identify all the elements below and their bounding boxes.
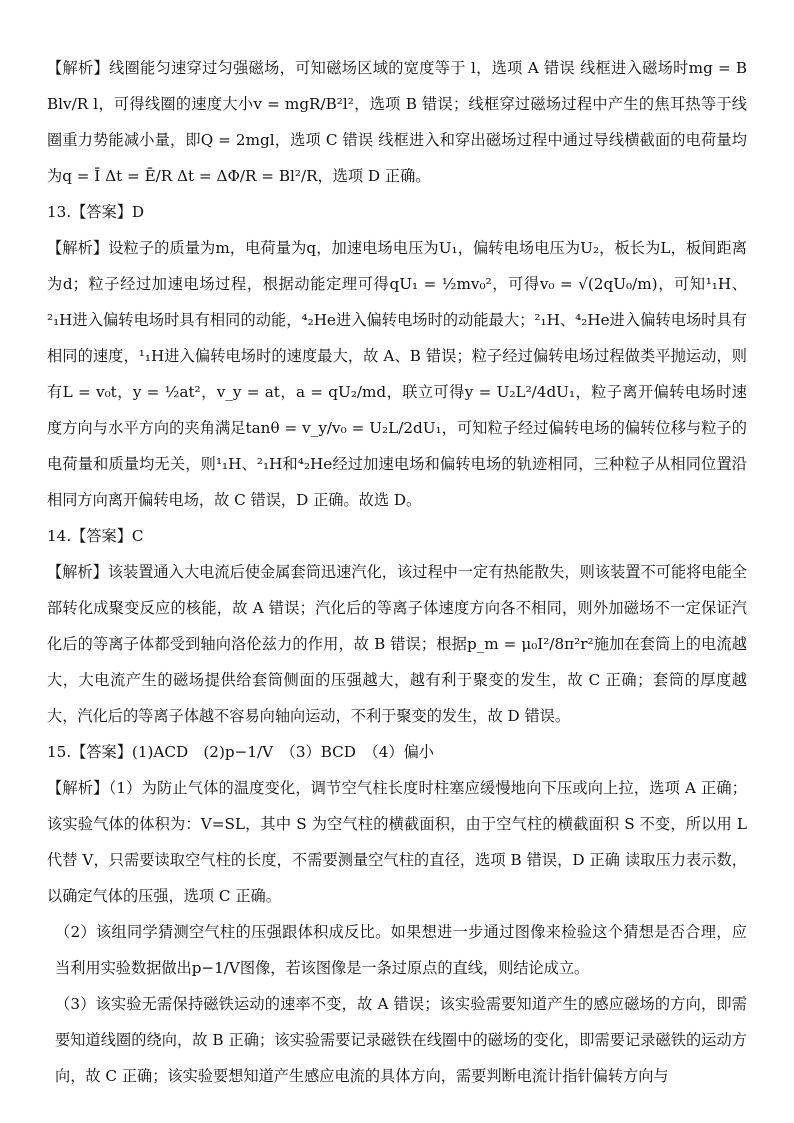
paragraph-analysis-13: 【解析】设粒子的质量为m，电荷量为q，加速电场电压为U₁，偏转电场电压为U₂，板长为L，板间距离为d；粒子经过加速电场过程，根据动能定理可得qU₁ = ½mv₀²，可得v₀ = √(2qU₀/m)，可知¹₁H、²₁H进入偏转电场时具有相同的动能，⁴₂He进入偏转电场时的动能最大；²₁H、⁴₂He进入偏转电场时具有相同的速度，¹₁H进入偏转电场时的速度最大，故 A、B 错误；粒子经过偏转电场过程做类平抛运动，则有L = v₀t，y = ½at²，v_y = at，a = qU₂/md，联立可得y = U₂L²/4dU₁，粒子离开偏转电场时速度方向与水平方向的夹角满足tanθ = v_y/v₀ = U₂L/2dU₁，可知粒子经过偏转电场的偏转位移与粒子的电荷量和质量均无关，则¹₁H、²₁H和⁴₂He经过加速电场和偏转电场的轨迹相同，三种粒子从相同位置沿相同方向离开偏转电场，故 C 错误，D 正确。故选 D。 — [47, 239, 747, 509]
answer-15: 15.【答案】(1)ACD (2)p−1/V （3）BCD （4）偏小 — [47, 743, 434, 761]
answer-13: 13.【答案】D — [47, 203, 145, 221]
paragraph-analysis-15-1: 【解析】（1）为防止气体的温度变化，调节空气柱长度时柱塞应缓慢地向下压或向上拉，选项 A 正确；该实验气体的体积为：V=SL，其中 S 为空气柱的横截面积，由于空气柱的横截面积 S 不变，所以用 L 代替 V，只需要读取空气柱的长度，不需要测量空气柱的直径，选项 B 错误，D 正确 读取压力表示数，以确定气体的压强，选项 C 正确。 — [47, 779, 747, 905]
paragraph-analysis-12: 【解析】线圈能匀速穿过匀强磁场，可知磁场区域的宽度等于 l，选项 A 错误 线框进入磁场时mg = B Blv/R l，可得线圈的速度大小v = mgR/B²l²，选项 B 错误；线框穿过磁场过程中产生的焦耳热等于线圈重力势能减小量，即Q = 2mgl，选项 C 错误 线框进入和穿出磁场过程中通过导线横截面的电荷量均为q = Ī Δt = Ē/R Δt = ΔΦ/R = Bl²/R，选项 D 正确。 — [47, 59, 747, 185]
paragraph-analysis-15-3: （3）该实验无需保持磁铁运动的速率不变，故 A 错误；该实验需要知道产生的感应磁场的方向，即需要知道线圈的绕向，故 B 正确；该实验需要记录磁铁在线圈中的磁场的变化，即需要记录磁铁的运动方向，故 C 正确；该实验要想知道产生感应电流的具体方向，需要判断电流计指针偏转方向与 — [55, 995, 747, 1085]
paragraph-analysis-15-2: （2）该组同学猜测空气柱的压强跟体积成反比。如果想进一步通过图像来检验这个猜想是否合理，应当利用实验数据做出p−1/V图像，若该图像是一条过原点的直线，则结论成立。 — [55, 923, 747, 977]
answer-page — [47, 50, 747, 1094]
answer-14: 14.【答案】C — [47, 527, 144, 545]
paragraph-analysis-14: 【解析】该装置通入大电流后使金属套筒迅速汽化，该过程中一定有热能散失，则该装置不可能将电能全部转化成聚变反应的核能，故 A 错误；汽化后的等离子体速度方向各不相同，则外加磁场不一定保证汽化后的等离子体都受到轴向洛伦兹力的作用，故 B 错误；根据p_m = μ₀I²/8π²r²施加在套筒上的电流越大，大电流产生的磁场提供给套筒侧面的压强越大，越有利于聚变的发生，故 C 正确；套筒的厚度越大，汽化后的等离子体越不容易向轴向运动，不利于聚变的发生，故 D 错误。 — [47, 563, 747, 725]
